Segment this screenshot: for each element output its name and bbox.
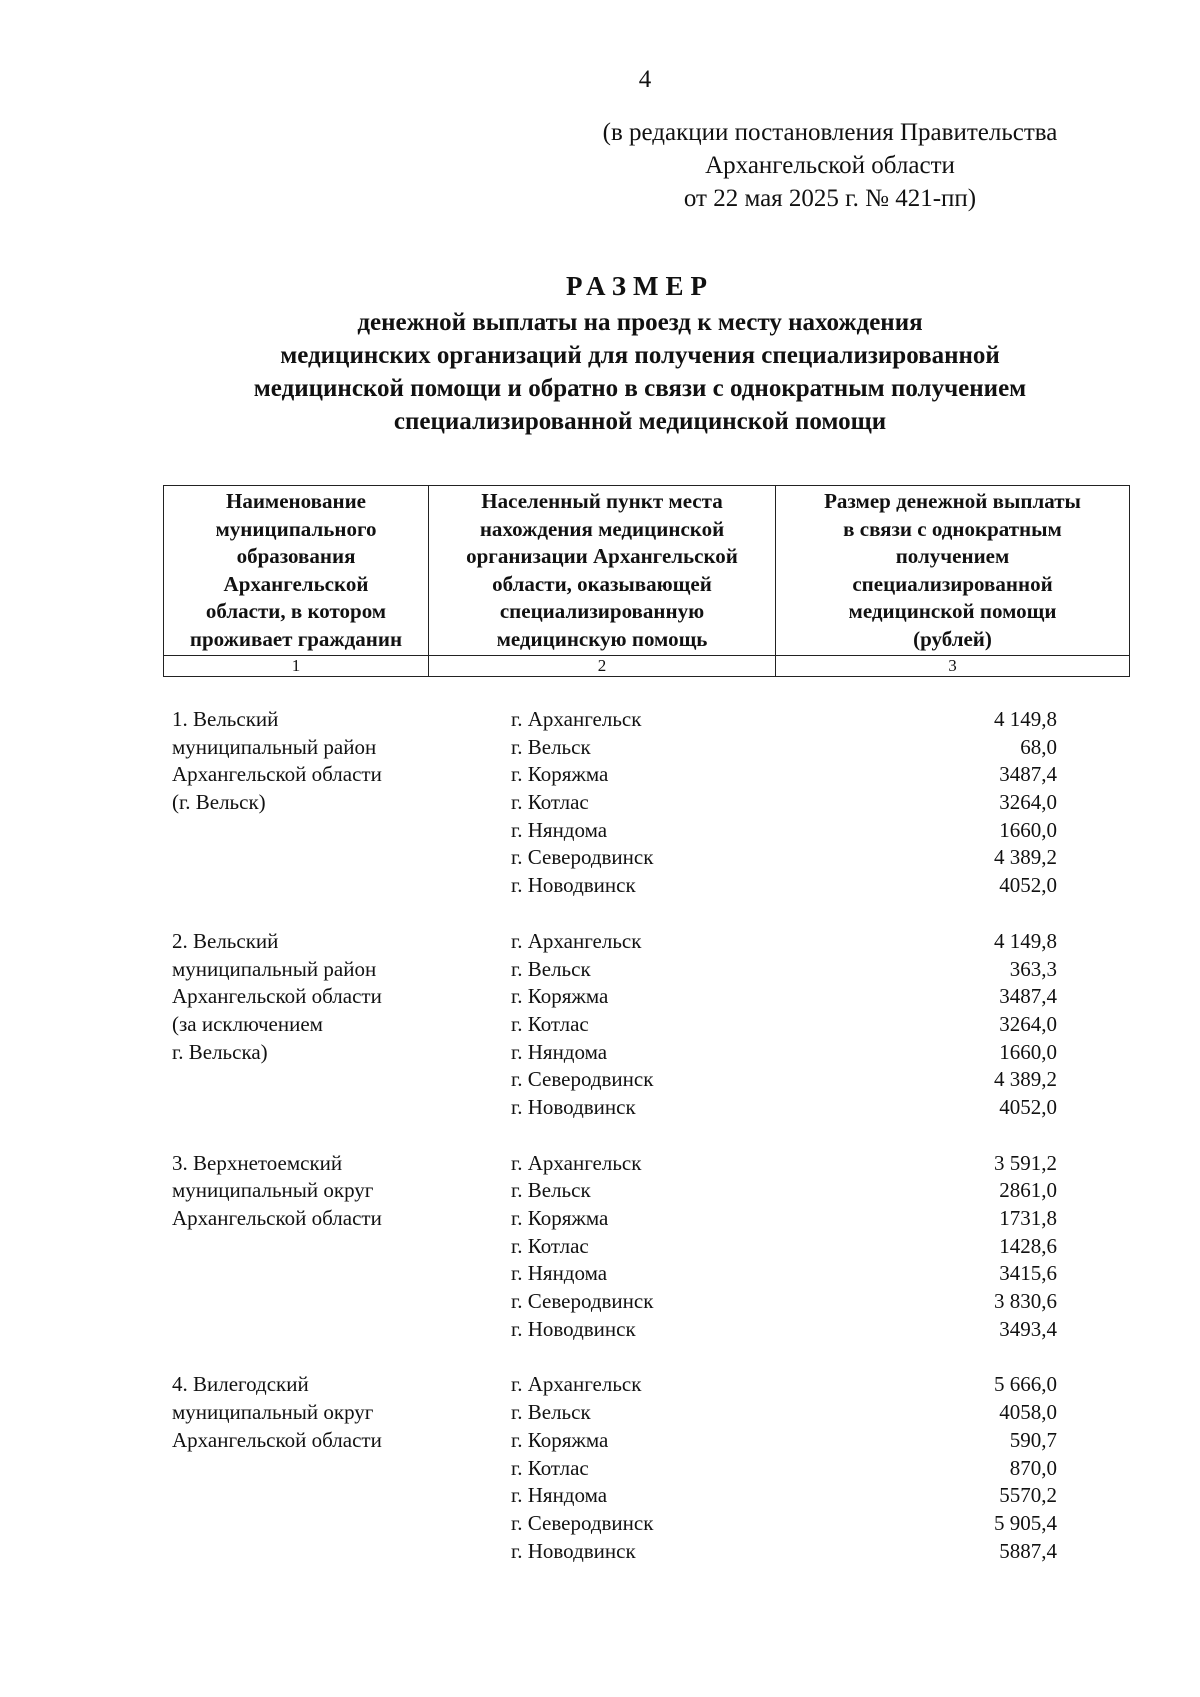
payment-amount: 1660,0 bbox=[999, 817, 1057, 842]
payment-amount: 4 389,2 bbox=[994, 1067, 1057, 1092]
city-name: г. Няндома bbox=[511, 1483, 608, 1508]
city-name: г. Архангельск bbox=[511, 1372, 642, 1397]
page-number: 4 bbox=[638, 66, 652, 93]
city-name: г. Северодвинск bbox=[511, 1289, 654, 1314]
payment-amount: 1428,6 bbox=[999, 1233, 1057, 1258]
district-line: 3. Верхнетоемский bbox=[172, 1150, 343, 1175]
subtitle-line: специализированной медицинской помощи bbox=[393, 408, 887, 435]
table-row bbox=[511, 789, 1200, 817]
city-name: г. Вельск bbox=[511, 956, 591, 981]
city-name: г. Коряжма bbox=[511, 1427, 609, 1452]
district-line: 2. Вельский bbox=[172, 928, 279, 953]
payment-table-header bbox=[163, 485, 1130, 677]
payment-amount: 1731,8 bbox=[999, 1206, 1057, 1230]
column-header-amount bbox=[776, 486, 1130, 656]
district-line: (за исключением bbox=[172, 1011, 323, 1036]
table-row bbox=[511, 956, 1200, 984]
city-name: г. Северодвинск bbox=[511, 1510, 654, 1535]
district-name bbox=[172, 1150, 382, 1233]
header-line: медицинской помощи bbox=[848, 599, 1057, 623]
header-line: организации Архангельской bbox=[466, 544, 738, 568]
table-row bbox=[511, 1538, 1200, 1566]
payment-amount: 3487,4 bbox=[999, 762, 1057, 787]
header-line: проживает гражданин bbox=[189, 626, 403, 651]
city-name: г. Коряжма bbox=[511, 762, 609, 787]
district-line: Архангельской области bbox=[172, 984, 382, 1009]
city-name: г. Няндома bbox=[511, 1261, 608, 1286]
document-title: РАЗМЕР bbox=[565, 271, 715, 301]
header-line: области, оказывающей bbox=[492, 571, 712, 596]
city-name: г. Новодвинск bbox=[511, 1316, 636, 1341]
district-group bbox=[0, 928, 1200, 1122]
city-name: г. Новодвинск bbox=[511, 873, 636, 898]
city-name: г. Архангельск bbox=[511, 928, 642, 953]
payment-amount: 590,7 bbox=[1009, 1427, 1057, 1452]
city-name: г. Вельск bbox=[511, 1178, 591, 1203]
payment-amount: 5 666,0 bbox=[994, 1372, 1057, 1397]
header-line: медицинскую помощь bbox=[496, 626, 708, 651]
column-number: 1 bbox=[164, 656, 429, 677]
district-group bbox=[0, 1150, 1200, 1344]
district-line: г. Вельска) bbox=[172, 1039, 268, 1064]
district-name bbox=[172, 706, 382, 817]
city-name: г. Архангельск bbox=[511, 1150, 642, 1175]
edition-note-line: Архангельской области bbox=[705, 152, 955, 179]
table-row bbox=[511, 928, 1200, 956]
district-line: Архангельской области bbox=[172, 1427, 382, 1452]
document-subtitle bbox=[160, 306, 1120, 438]
table-row bbox=[511, 1482, 1200, 1510]
table-row bbox=[511, 872, 1200, 900]
payment-amount: 4 389,2 bbox=[994, 845, 1057, 870]
district-line: 1. Вельский bbox=[172, 707, 279, 731]
header-line: муниципального bbox=[215, 516, 377, 541]
city-name: г. Няндома bbox=[511, 1039, 608, 1064]
document-title-block bbox=[160, 268, 1120, 438]
table-row bbox=[511, 1066, 1200, 1094]
city-name: г. Котлас bbox=[511, 1455, 589, 1480]
city-name: г. Северодвинск bbox=[511, 1067, 654, 1092]
header-line: Размер денежной выплаты bbox=[824, 489, 1081, 513]
header-line: (рублей) bbox=[913, 626, 992, 651]
table-row bbox=[511, 1316, 1200, 1344]
header-line: специализированной bbox=[852, 571, 1053, 596]
payment-amount: 2861,0 bbox=[999, 1178, 1057, 1203]
payment-amount: 3487,4 bbox=[999, 984, 1057, 1009]
table-row bbox=[511, 1399, 1200, 1427]
header-line: области, в котором bbox=[205, 599, 387, 623]
header-line: образования bbox=[236, 544, 356, 568]
payment-amount: 1660,0 bbox=[999, 1039, 1057, 1064]
header-line: Архангельской bbox=[223, 571, 369, 596]
table-row bbox=[511, 1288, 1200, 1316]
payment-amount: 3 830,6 bbox=[994, 1289, 1057, 1314]
payment-amount: 3264,0 bbox=[999, 790, 1057, 815]
table-row bbox=[511, 1011, 1200, 1039]
payment-amount: 68,0 bbox=[1020, 734, 1057, 759]
city-name: г. Котлас bbox=[511, 790, 589, 815]
district-group bbox=[0, 1371, 1200, 1565]
district-line: 4. Вилегодский bbox=[172, 1372, 309, 1397]
subtitle-line: медицинских организаций для получения специализированной bbox=[280, 342, 1000, 369]
header-line: в связи с однократным bbox=[843, 516, 1062, 541]
district-line: Архангельской области bbox=[172, 762, 382, 787]
column-number: 2 bbox=[429, 656, 776, 677]
payment-rows bbox=[511, 928, 1200, 1122]
district-name bbox=[172, 928, 382, 1067]
edition-note-line: (в редакции постановления Правительства bbox=[602, 119, 1058, 146]
payment-amount: 3415,6 bbox=[999, 1261, 1057, 1286]
payment-amount: 4058,0 bbox=[999, 1400, 1057, 1425]
edition-note-line: от 22 мая 2025 г. № 421-пп) bbox=[683, 185, 977, 212]
city-name: г. Вельск bbox=[511, 734, 591, 759]
payment-rows bbox=[511, 1150, 1200, 1344]
table-row bbox=[511, 761, 1200, 789]
header-line: специализированную bbox=[499, 599, 705, 623]
payment-groups bbox=[0, 706, 1200, 1593]
payment-amount: 363,3 bbox=[1009, 956, 1057, 981]
city-name: г. Северодвинск bbox=[511, 845, 654, 870]
city-name: г. Няндома bbox=[511, 817, 608, 842]
table-row bbox=[511, 844, 1200, 872]
payment-amount: 4 149,8 bbox=[994, 928, 1057, 953]
district-line: муниципальный район bbox=[172, 734, 377, 759]
table-row bbox=[511, 1039, 1200, 1067]
subtitle-line: денежной выплаты на проезд к месту нахождения bbox=[357, 309, 923, 336]
table-row bbox=[511, 1455, 1200, 1483]
city-name: г. Новодвинск bbox=[511, 1094, 636, 1119]
payment-amount: 4 149,8 bbox=[994, 707, 1057, 731]
city-name: г. Котлас bbox=[511, 1011, 589, 1036]
table-row bbox=[511, 1510, 1200, 1538]
table-row bbox=[511, 1427, 1200, 1455]
table-row bbox=[511, 1150, 1200, 1178]
city-name: г. Вельск bbox=[511, 1400, 591, 1425]
table-row bbox=[511, 1233, 1200, 1261]
table-row bbox=[511, 1260, 1200, 1288]
payment-rows bbox=[511, 1371, 1200, 1565]
district-group bbox=[0, 706, 1200, 900]
district-line: Архангельской области bbox=[172, 1206, 382, 1231]
table-row bbox=[511, 734, 1200, 762]
column-header-municipality bbox=[164, 486, 429, 656]
payment-amount: 4052,0 bbox=[999, 873, 1057, 898]
payment-amount: 5887,4 bbox=[999, 1538, 1057, 1563]
district-name bbox=[172, 1371, 382, 1454]
table-row bbox=[511, 1094, 1200, 1122]
city-name: г. Коряжма bbox=[511, 984, 609, 1009]
payment-amount: 5570,2 bbox=[999, 1483, 1057, 1508]
subtitle-line: медицинской помощи и обратно в связи с однократным получением bbox=[253, 375, 1027, 402]
table-row bbox=[511, 983, 1200, 1011]
header-line: Населенный пункт места bbox=[481, 489, 723, 513]
city-name: г. Коряжма bbox=[511, 1206, 609, 1230]
district-line: (г. Вельск) bbox=[172, 790, 266, 815]
column-header-settlement bbox=[429, 486, 776, 656]
header-line: Наименование bbox=[226, 489, 366, 513]
payment-rows bbox=[511, 706, 1200, 900]
column-number: 3 bbox=[776, 656, 1130, 677]
table-row bbox=[511, 706, 1200, 734]
edition-note bbox=[560, 116, 1100, 215]
city-name: г. Котлас bbox=[511, 1233, 589, 1258]
district-line: муниципальный округ bbox=[172, 1400, 374, 1425]
city-name: г. Архангельск bbox=[511, 707, 642, 731]
table-row bbox=[511, 1371, 1200, 1399]
header-line: нахождения медицинской bbox=[479, 516, 725, 541]
header-line: получением bbox=[895, 544, 1010, 568]
payment-amount: 3264,0 bbox=[999, 1011, 1057, 1036]
district-line: муниципальный округ bbox=[172, 1178, 374, 1203]
payment-amount: 870,0 bbox=[1009, 1455, 1057, 1480]
city-name: г. Новодвинск bbox=[511, 1538, 636, 1563]
table-row bbox=[511, 1205, 1200, 1233]
payment-amount: 3493,4 bbox=[999, 1316, 1057, 1341]
district-line: муниципальный район bbox=[172, 956, 377, 981]
payment-amount: 4052,0 bbox=[999, 1094, 1057, 1119]
table-row bbox=[511, 817, 1200, 845]
payment-amount: 3 591,2 bbox=[994, 1150, 1057, 1175]
table-row bbox=[511, 1177, 1200, 1205]
payment-amount: 5 905,4 bbox=[994, 1510, 1057, 1535]
